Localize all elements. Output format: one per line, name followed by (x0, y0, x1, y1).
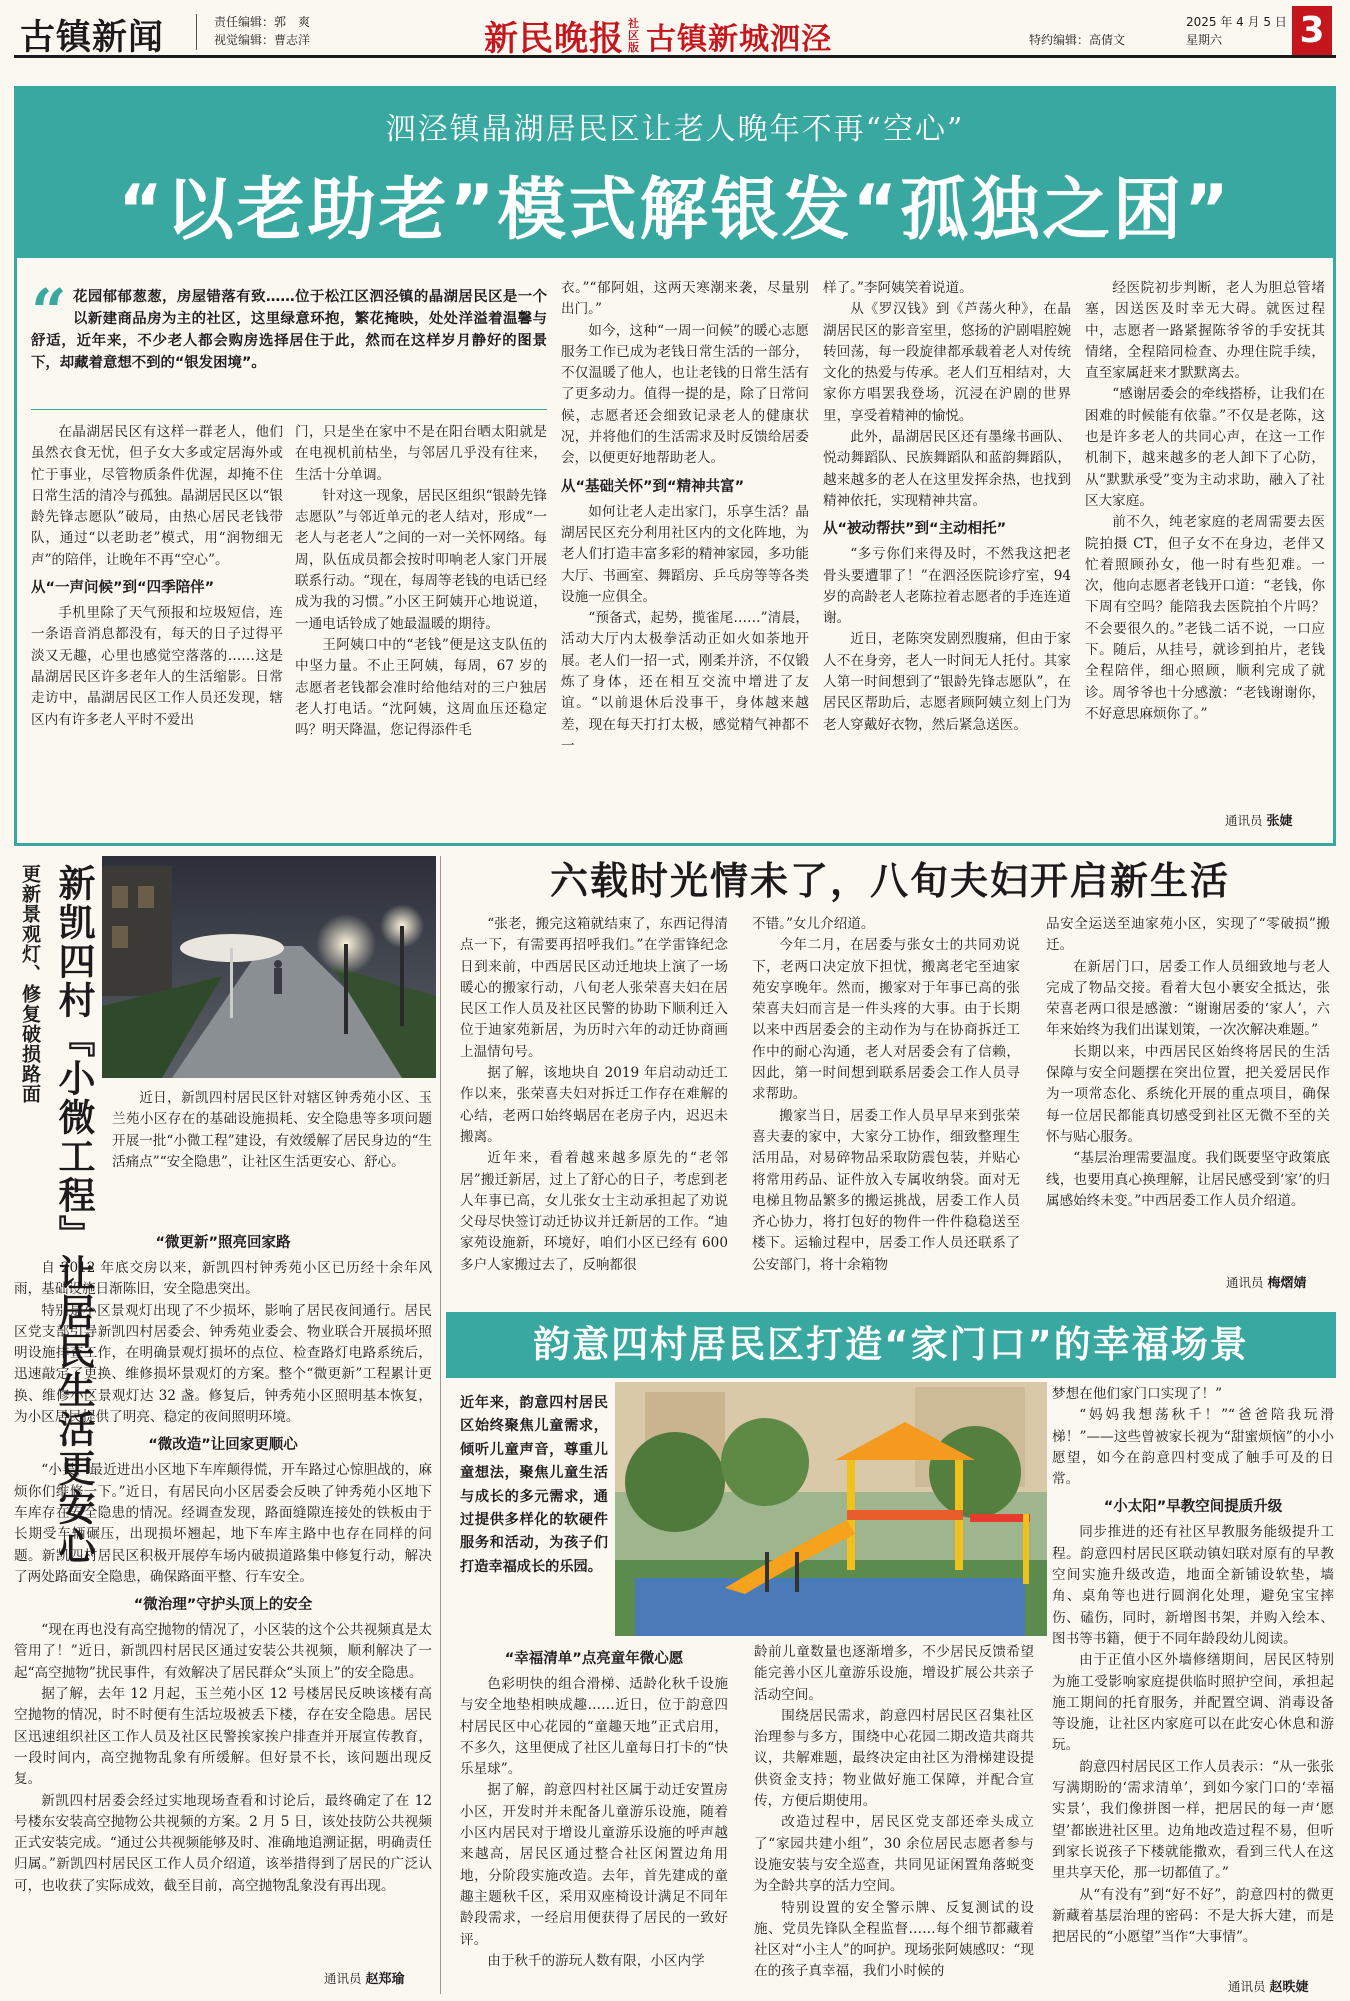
paragraph: “感谢居委会的牵线搭桥，让我们在困难的时候能有依靠。”不仅是老陈，这也是许多老人的共同心声，在这一工作机制下，越来越多的老人卸下了心防，从“默默承受”变为主动求助，融入了社区大家庭。 (1085, 386, 1325, 509)
story4-lead: 近年来，韵意四村居民区始终聚焦儿童需求，倾听儿童声音，尊重儿童想法，聚焦儿童生活与成长的多元需求，通过提供多样化的软硬件服务和活动，为孩子们打造幸福成长的乐园。 (460, 1395, 608, 1575)
paragraph: 样了。”李阿姨笑着说道。 (823, 280, 973, 296)
subheading: “幸福清单”点亮童年微心愿 (504, 1651, 684, 1667)
paragraph: 今年二月，在居委与张女士的共同劝说下，老两口决定放下担忧，搬离老宅至迪家苑安享晚年。然而，搬家对于年事已高的张荣喜夫妇而言是一件头疼的大事。由于长期以来中西居委会的主动作为与在协商拆迁工作中的耐心沟通，老人对居委会有了信赖，因此，第一时间想到联系居委会工作人员寻求帮助。 (752, 937, 1020, 1103)
story1-banner (14, 86, 1336, 258)
editor-line-2: 视觉编辑：曹志洋 (214, 33, 311, 47)
playground-photo (615, 1382, 1047, 1636)
paragraph: 改造过程中，居民区党支部还牵头成立了“家园共建小组”，30 余位居民志愿者参与设施安装与安全巡查，共同见证闲置角落蜕变为全龄共享的活力空间。 (754, 1814, 1034, 1895)
brand-sub: 古镇新城泗泾 (646, 21, 832, 57)
paragraph: 色彩明快的组合滑梯、适龄化秋千设施与安全地垫相映成趣……近日，位于韵意四村居民区中心花园的“童趣天地”正式启用，不多久，这里便成了社区儿童每日打卡的“快乐星球”。 (460, 1676, 728, 1778)
byline-name: 梅熠婧 (1267, 1276, 1307, 1291)
paragraph: 由于秋千的游玩人数有限，小区内学 (487, 1952, 705, 1969)
paragraph: 门，只是坐在家中不是在阳台晒太阳就是在电视机前枯坐，与邻居几乎没有往来，生活十分单调。 (295, 424, 547, 483)
story3-column-2 (752, 914, 1020, 1294)
date-text: 2025 年 4 月 5 日 (1186, 15, 1287, 29)
story4-byline (1228, 1976, 1309, 1995)
story2-intro (112, 1088, 432, 1222)
paragraph: 围绕居民需求，韵意四村居民区召集社区治理参与多方，围绕中心花园二期改造共商共议，共解难题，最终决定由社区为滑梯建设提供资金支持；物业做好施工保障，并配合宣传，方便后期使用。 (754, 1707, 1034, 1810)
paragraph: 由于正值小区外墙修缮期间，居民区特别为施工受影响家庭提供临时照护空间，承担起施工期间的托育服务，并配置空调、消毒设备等设施，让社区内家庭可以在此安心休息和游玩。 (1052, 1652, 1334, 1754)
page-number: 3 (1292, 6, 1332, 55)
issue-date (1186, 13, 1287, 49)
byline-label: 通讯员 (324, 1971, 362, 1986)
paragraph: 如今，这种“一周一问候”的暖心志愿服务工作已成为老钱日常生活的一部分，不仅温暖了他人，也让老钱的日常生活有了更多动力。值得一提的是，除了日常问候，志愿者还会细致记录老人的健康状况，并将他们的生活需求及时反馈给居委会，以便更好地帮助老人。 (561, 322, 809, 467)
paragraph: 近年来，看着越来越多原先的“老邻居”搬迁新居，过上了舒心的日子，考虑到老人年事已高，女儿张女士主动承担起了劝说父母尽快签订动迁协议并迁新居的工作。“迪家苑设施新，环境好，咱们小区已经有 600 多户人家搬过去了，反响都很 (460, 1150, 728, 1273)
paragraph: 在新居门口，居委工作人员细致地与老人完成了物品交接。看着大包小裹安全抵达，张荣喜老两口很是感激：“谢谢居委的‘家人’，六年来始终为我们出谋划策，一次次解决难题。” (1046, 958, 1330, 1039)
story4-column-1 (460, 1642, 728, 1986)
paragraph: 从《罗汉钱》到《芦荡火种》，在晶湖居民区的影音室里，悠扬的沪剧唱腔婉转回荡，每一段旋律都承载着老人对传统文化的热爱与传承。老人们互相结对，大家你方唱罢我登场，沉浸在沪剧的世界里，享受着精神的愉悦。 (823, 301, 1071, 424)
paragraph: 如何让老人走出家门，乐享生活？晶湖居民区充分利用社区内的文化阵地，为老人们打造丰富多彩的精神家园，多功能大厅、书画室、舞蹈房、乒乓房等等各类设施一应俱全。 (561, 503, 809, 605)
story2-vertical-subtitle: 更新景观灯、修复破损路面 (19, 864, 41, 1104)
story1-column-5 (1085, 278, 1325, 798)
paragraph: 经医院初步判断，老人为胆总管堵塞，因送医及时幸无大碍。就医过程中，志愿者一路紧握陈爷爷的手安抚其情绪，全程陪同检查、办理住院手续，直至家属赶来才默默离去。 (1085, 280, 1325, 382)
subheading: “微改造”让回家更顺心 (148, 1437, 298, 1454)
paragraph: “现在再也没有高空抛物的情况了，小区装的这个公共视频真是太管用了！”近日，新凯四村居民区通过安装公共视频，顺利解决了一起“高空抛物”扰民事件，有效解决了居民群众“头顶上”的安全隐患。 (14, 1622, 432, 1681)
story1-column-2 (295, 422, 547, 842)
story4-column-2 (754, 1642, 1034, 1986)
story1-body (14, 258, 1336, 846)
brand-main: 新民晚报 (484, 19, 624, 59)
masthead-divider (196, 14, 197, 50)
paragraph: 搬家当日，居委工作人员早早来到张荣喜夫妻的家中，大家分工协作，细致整理生活用品，对易碎物品采取防震包装，并贴心将常用药品、证件放入专属收纳袋。面对无电梯且物品繁多的搬运挑战，居委工作人员齐心协力，将打包好的物件一件件稳稳送至楼下。运输过程中，居委工作人员还联系了公安部门，将十余箱物 (752, 1107, 1020, 1273)
paragraph: 据了解，韵意四村社区属于动迁安置房小区，开发时并未配备儿童游乐设施，随着小区内居民对于增设儿童游乐设施的呼声越来越高，居民区通过整合社区闲置边角用地，分阶段实施改造。去年，首先建成的童趣主题秋千区，采用双座椅设计满足不同年龄段需求，一经启用便获得了居民的一致好评。 (460, 1782, 728, 1948)
paragraph: 据了解，该地块自 2019 年启动动迁工作以来，张荣喜夫妇对拆迁工作存在难解的心结，老两口始终蜗居在老房子内，迟迟未搬离。 (460, 1065, 728, 1145)
story1-byline (1225, 810, 1293, 829)
byline-label: 通讯员 (1225, 813, 1263, 828)
story2-body (14, 1226, 432, 1966)
paragraph: “张老，搬完这箱就结束了，东西记得清点一下，有需要再招呼我们。”在学雷锋纪念日到来前，中西居民区动迁地块上演了一场暖心的搬家行动，八旬老人张荣喜夫妇在居民区工作人员及社区民警的协助下顺利迁入位于迪家苑新居，为历时六年的动迁协商画上温情句号。 (460, 916, 728, 1060)
story4-title: 韵意四村居民区打造“家门口”的幸福场景 (446, 1312, 1336, 1378)
byline-name: 张婕 (1266, 814, 1293, 829)
paragraph: “小吴，最近进出小区地下车库颠得慌，开车路过心惊胆战的，麻烦你们维修一下。”近日，有居民向小区居委会反映了钟秀苑小区地下车库存在安全隐患的情况。经调查发现，路面缝隙连接处的铁板由于长期受车辆碾压，出现损坏翘起，地下车库主路中也存在同样的问题。新凯四村居民区积极开展停车场内破损道路集中修复行动，解决了两处路面安全隐患，确保路面平整、行车安全。 (14, 1462, 432, 1585)
paragraph: 针对这一现象，居民区组织“银龄先锋志愿队”与邻近单元的老人结对，形成“一老人与老老人”之间的一对一关怀网络。每周，队伍成员都会按时叩响老人家门开展联系行动。“现在，每周等老钱的电话已经成为我的习惯。”小区王阿姨开心地说道，一通电话铃成了她最温暖的期待。 (295, 487, 547, 632)
subheading: 从“基础关怀”到“精神共富” (561, 478, 745, 495)
newspaper-brand (484, 11, 832, 60)
paragraph: 据了解，去年 12 月起，玉兰苑小区 12 号楼居民反映该楼有高空抛物的情况，时不时便有生活垃圾被丢下楼，存在安全隐患。居民区迅速组织社区工作人员及社区民警挨家挨户排查并开展宣传教育，一段时间内，高空抛物乱象有所缓解。但好景不长，该问题出现反复。 (14, 1686, 432, 1788)
paragraph: 近日，老陈突发剧烈腹痛，但由于家人不在身旁，老人一时间无人托付。其家人第一时间想到了“银龄先锋志愿队”，在居民区帮助后，志愿者顾阿姨立刻上门为老人穿戴好衣物，然后紧急送医。 (823, 631, 1071, 733)
paragraph: 衣。”“郁阿姐，这两天寒潮来袭，尽量别出门。” (561, 280, 809, 318)
paragraph: 前不久，纯老家庭的老周需要去医院拍摄 CT，但子女不在身边，老伴又忙着照顾孙女，他一时有些犯难。一次，他向志愿者老钱开口道：“老钱，你下周有空吗？能陪我去医院拍个片吗？不会要很久的。”老钱二话不说，一口应下。随后，从挂号，就诊到拍片，老钱全程陪伴，细心照顾，顺利完成了就诊。周爷爷也十分感激：“老钱谢谢你，不好意思麻烦你了。” (1085, 514, 1325, 722)
paragraph: 从“有没有”到“好不好”，韵意四村的微更新藏着基层治理的密码：不是大拆大建，而是把居民的“小愿望”当作“大事情”。 (1052, 1886, 1334, 1946)
paragraph: 特别设置的安全警示牌、反复测试的设施、党员先锋队全程监督……每个细节都藏着社区对“小主人”的呵护。现场张阿姨感叹：“现在的孩子真幸福，我们小时候的 (754, 1899, 1034, 1980)
weekday-text: 星期六 (1186, 33, 1223, 47)
paragraph: 不错。”女儿介绍道。 (752, 916, 875, 932)
subheading: 从“被动帮扶”到“主动相托” (823, 521, 1007, 538)
subheading: “微更新”照亮回家路 (155, 1235, 291, 1251)
editor-line-1: 责任编辑：郭 爽 (214, 15, 311, 29)
byline-name: 赵郑瑜 (365, 1972, 405, 1987)
paragraph: 特别是小区景观灯出现了不少损坏，影响了居民夜间通行。居民区党支部引导新凯四村居委会、钟秀苑业委会、物业联合开展损坏照明设施排查工作，在明确景观灯损坏的点位、检查路灯电路系统后，迅速敲定了更换、维修损坏景观灯的方案。整个“微更新”工程累计更换、维修小区景观灯达 32 盏。修复后，钟秀苑小区照明基本恢复，为小区居民提供了明亮、稳定的夜间照明环境。 (14, 1302, 432, 1426)
paragraph: 王阿姨口中的“老钱”便是这支队伍的中坚力量。不止王阿姨，每周，67 岁的志愿者老钱都会准时给他结对的三户独居老人打电话。“沈阿姨，这周血压还稳定吗？明天降温，您记得添件毛 (295, 636, 547, 739)
paragraph: 手机里除了天气预报和垃圾短信，连一条语音消息都没有，每天的日子过得平淡又无趣，心里也感觉空落落的……这是晶湖居民区许多老年人的生活缩影。日常走访中，晶湖居民区工作人员还发现，辖区内有许多老人平时不爱出 (31, 605, 283, 728)
paragraph: 长期以来，中西居民区始终将居民的生活保障与安全问题摆在突出位置，把关爱居民作为一项常态化、系统化开展的重点项目，确保每一位居民都能真切感受到社区无微不至的关怀与贴心服务。 (1046, 1043, 1330, 1145)
story1-subtitle: 泗泾镇晶湖居民区让老人晚年不再“空心” (385, 112, 965, 147)
paragraph: 近日，新凯四村居民区针对辖区钟秀苑小区、玉兰苑小区存在的基础设施损耗、安全隐患等多项问题开展一批“小微工程”建设，有效缓解了居民身边的“生活痛点”“安全隐患”，让社区生活更安心、舒心。 (112, 1090, 432, 1170)
story4-column-3 (1052, 1384, 1334, 1974)
brand-edition: 社区版 (628, 16, 639, 54)
quote-mark-icon: “ (31, 275, 67, 348)
column-divider (440, 856, 441, 1994)
story3-column-1 (460, 914, 728, 1294)
paragraph: “多亏你们来得及时，不然我这把老骨头要遭罪了！”在泗泾医院诊疗室，94 岁的高龄老人老陈拉着志愿者的手连连道谢。 (823, 546, 1071, 627)
paragraph: “基层治理需要温度。我们既要坚守政策底线，也要用真心换理解，让居民感受到‘家’的归属感始终未变。”中西居委工作人员介绍道。 (1046, 1150, 1330, 1209)
story1-column-1 (31, 422, 283, 842)
subheading: “小太阳”早教空间提质升级 (1103, 1499, 1283, 1516)
paragraph: 在晶湖居民区有这样一群老人，他们虽然衣食无忧，但子女大多或定居海外或忙于事业，尽管物质条件优渥，却掩不住日常生活的清冷与孤独。晶湖居民区以“银龄先锋志愿队”破局，由热心居民老钱带队，通过“以老助老”模式，用“润物细无声”的陪伴，让晚年不再“空心”。 (31, 424, 283, 568)
story1-lead-text: 花园郁郁葱葱，房屋错落有致……位于松江区泗泾镇的晶湖居民区是一个以新建商品房为主的社区，这里绿意环抱，繁花掩映，处处洋溢着温馨与舒适，近年来，不少老人都会购房选择居住于此，然而在这样岁月静好的图景下，却藏着意想不到的“银发困境”。 (31, 289, 547, 371)
story3-byline (1226, 1272, 1307, 1291)
paragraph: 品安全运送至迪家苑小区，实现了“零破损”搬迁。 (1046, 916, 1330, 954)
paragraph: 新凯四村居委会经过实地现场查看和讨论后，最终确定了在 12 号楼东安装高空抛物公共视频的方案。2 月 5 日，该处技防公共视频正式安装完成。“通过公共视频能够及时、准确地追溯证据，明确责任归属。”新凯四村居民区工作人员介绍道，该举措得到了居民的广泛认可，也收获了实际成效，截至目前，高空抛物乱象没有再出现。 (14, 1792, 432, 1894)
story1-column-4 (823, 278, 1071, 842)
byline-label: 通讯员 (1228, 1979, 1266, 1994)
editor-credits (214, 13, 310, 49)
special-editor: 特约编辑：高倩文 (1029, 33, 1126, 47)
paragraph: 同步推进的还有社区早教服务能级提升工程。韵意四村居民区联动镇妇联对原有的早教空间实施升级改造，地面全新铺设软垫，墙角、桌角等也进行圆润化处理，避免宝宝摔伤、磕伤，同时，新增图书架，并购入绘本、图书等书籍，便于不同年龄段幼儿阅读。 (1052, 1524, 1334, 1647)
story1-lead (31, 275, 547, 410)
story2-byline (324, 1968, 405, 1987)
byline-name: 赵昳婕 (1269, 1980, 1309, 1995)
paragraph: 龄前儿童数量也逐渐增多，不少居民反馈希望能完善小区儿童游乐设施，增设扩展公共亲子活动空间。 (754, 1644, 1034, 1703)
story1-column-3 (561, 278, 809, 842)
section-title: 古镇新闻 (20, 18, 165, 58)
story3-column-3 (1046, 914, 1330, 1264)
paragraph: 韵意四村居民区工作人员表示：“从一张张写满期盼的‘需求清单’，到如今家门口的‘幸福实景’，我们像拼图一样，把居民的每一声‘愿望’都嵌进社区里。边角地改造过程不易，但听到家长说孩子下楼就能撒欢，看到三代人在这里共享天伦，那一切都值了。” (1052, 1758, 1334, 1882)
subheading: “微治理”守护头顶上的安全 (133, 1597, 313, 1614)
story1-title: “以老助老”模式解银发“孤独之困” (118, 171, 1232, 250)
paragraph: “预备式，起势，揽雀尾……”清晨，活动大厅内太极拳活动正如火如荼地开展。老人们一招一式，刚柔并济，不仅锻炼了身体，还在相互交流中增进了友谊。“以前退休后没事干，身体越来越差，现在每天打打太极，感觉精气神都不一 (561, 610, 809, 754)
byline-label: 通讯员 (1226, 1275, 1264, 1290)
subheading: 从“一声问候”到“四季陪伴” (31, 580, 215, 597)
story3-title: 六载时光情未了，八旬夫妇开启新生活 (549, 859, 1230, 903)
story2 (14, 856, 436, 1994)
masthead (14, 6, 1336, 58)
paragraph: 梦想在他们家门口实现了！” (1052, 1386, 1223, 1402)
paragraph: “妈妈我想荡秋千！”“爸爸陪我玩滑梯！”——这些曾被家长视为“甜蜜烦恼”的小小愿望，如今在韵意四村变成了触手可及的日常。 (1052, 1407, 1334, 1488)
paragraph: 自 2012 年底交房以来，新凯四村钟秀苑小区已历经十余年风雨，基础设施日渐陈旧，安全隐患突出。 (14, 1260, 432, 1298)
paragraph: 此外，晶湖居民区还有墨缘书画队、悦动舞蹈队、民族舞蹈队和蓝韵舞蹈队，越来越多的老人在这里发挥余热，也找到精神依托，实现精神共富。 (823, 429, 1071, 509)
night-walkway-photo (102, 856, 436, 1078)
story2-vertical-title: 新凯四村『小微工程』让居民生活更安心 (52, 864, 95, 1566)
